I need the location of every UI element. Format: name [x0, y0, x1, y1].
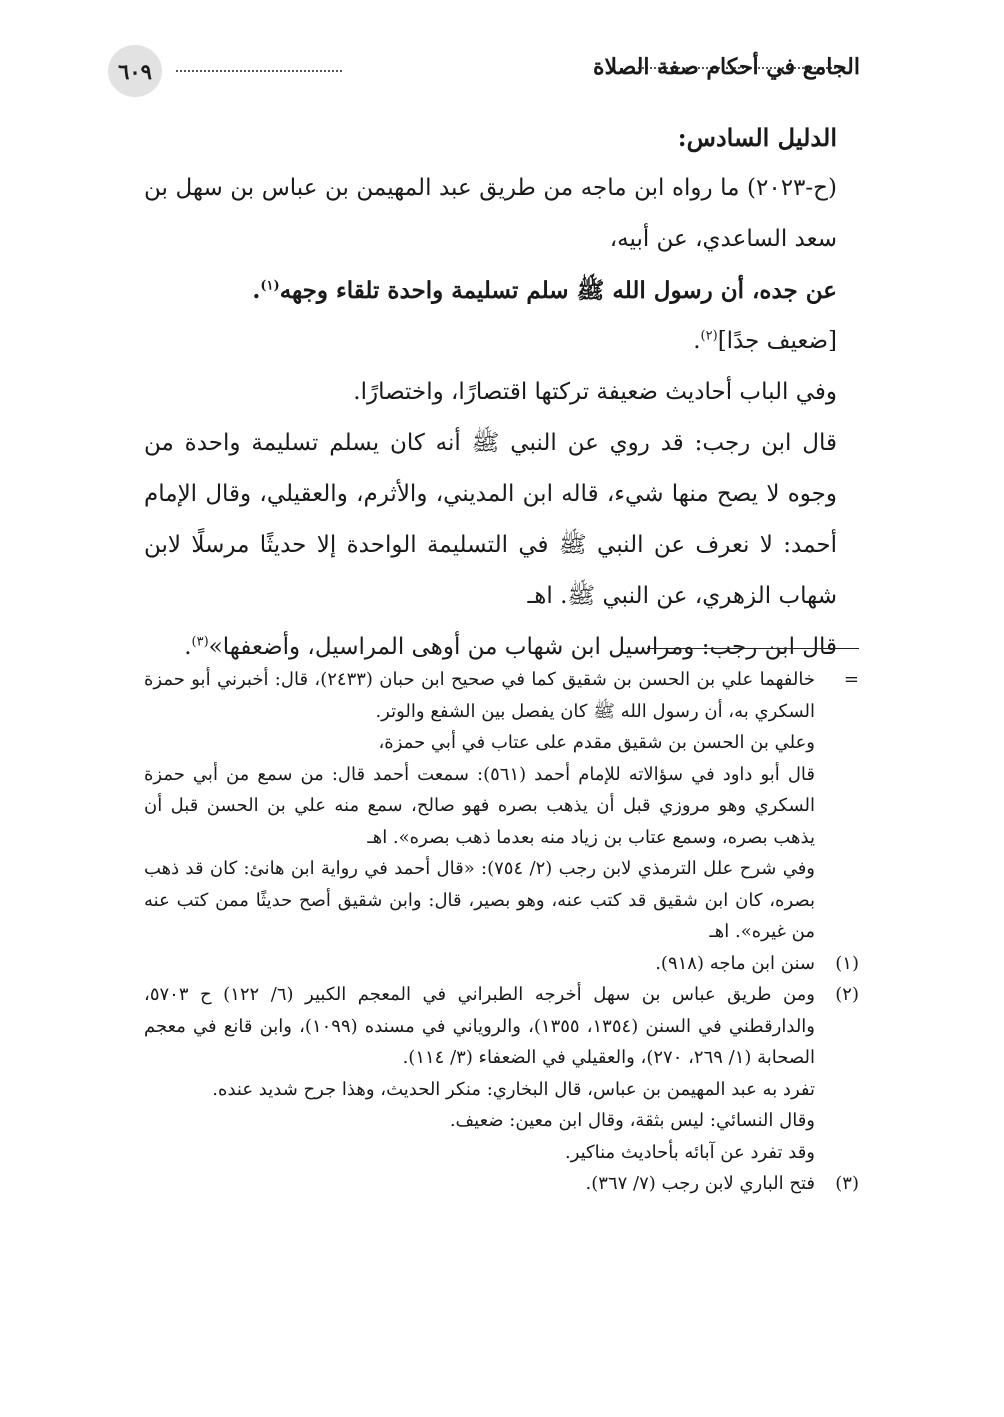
- hadith-chain: (ح-٢٠٢٣) ما رواه ابن ماجه من طريق عبد المهيمن بن عباس بن سهل بن سعد الساعدي، عن أبيه،: [144, 175, 837, 252]
- footnote-body: [144, 1168, 815, 1200]
- footnote-line: وقد تفرد عن آبائه بأحاديث مناكير.: [564, 1141, 815, 1163]
- footnote-line: تفرد به عبد المهيمن بن عباس، قال البخاري: منكر الحديث، وهذا جرح شديد عنده.: [212, 1078, 815, 1100]
- footnote-line: وعلي بن الحسن بن شقيق مقدم على عتاب في أبي حمزة،: [378, 732, 815, 753]
- page-number: ٦٠٩: [108, 45, 162, 97]
- footnote-line: قال أبو داود في سؤالاته للإمام أحمد (٥٦١): سمعت أحمد قال: من سمع من أبي حمزة السكري وهو مروزي قبل أن يذهب بصره فهو صالح، سمع منه علي بن الحسن قبل أن يذهب بصره، وسمع عتاب بن زياد منه بعدما ذهب بصره». اهـ: [144, 763, 815, 848]
- footnote-marker: (٣): [835, 1173, 859, 1194]
- footnote-line: خالفهما علي بن الحسن بن شقيق كما في صحيح ابن حبان (٢٤٣٣)، قال: أخبرني أبو حمزة السكري به، أن رسول الله ﷺ كان يفصل بين الشفع والوتر.: [144, 669, 815, 722]
- footnote-1: [144, 948, 859, 980]
- grading-end: .: [693, 328, 701, 354]
- running-header-title: الجامع في أحكام صفة الصلاة: [592, 54, 860, 80]
- section-heading: الدليل السادس:: [677, 123, 837, 152]
- paragraph-other-hadiths: وفي الباب أحاديث ضعيفة تركتها اقتصارًا، واختصارًا.: [353, 379, 837, 405]
- footnote-marker: (١): [835, 952, 859, 974]
- footnote-ref-2[interactable]: (٢): [700, 328, 718, 344]
- hadith-text-end: .: [252, 277, 261, 304]
- header-rule-dotted-left: [176, 70, 342, 72]
- main-text: [144, 112, 859, 673]
- footnote-body: [144, 664, 815, 948]
- footnote-separator: [647, 648, 859, 649]
- footnote-body: [144, 948, 815, 980]
- footnote-ref-1[interactable]: (١): [260, 278, 280, 294]
- footnote-line: سنن ابن ماجه (٩١٨).: [655, 952, 815, 974]
- grading: [144, 316, 859, 367]
- footnote-marker: =: [843, 669, 859, 690]
- paragraph-ibn-rajab-quote: قال ابن رجب: قد روي عن النبي ﷺ أنه كان يسلم تسليمة واحدة من وجوه لا يصح منها شيء، قاله ابن المديني، والأثرم، والعقيلي، وقال الإمام أحمد: لا نعرف عن النبي ﷺ في التسليمة الواحدة إلا حديثًا مرسلًا لابن شهاب الزهري، عن النبي ﷺ. اهـ: [144, 430, 837, 609]
- grading-text: [ضعيف جدًا]: [717, 328, 837, 354]
- footnote-line: ومن طريق عباس بن سهل أخرجه الطبراني في المعجم الكبير (٦/ ١٢٢) ح ٥٧٠٣، والدارقطني في السنن (١٣٥٤، ١٣٥٥)، والروياني في مسنده (١٠٩٩)، وابن قانع في معجم الصحابة (١/ ٢٦٩، ٢٧٠)، والعقيلي في الضعفاء (٣/ ١١٤).: [144, 984, 815, 1068]
- footnote-2: [144, 979, 859, 1168]
- hadith-text-body: عن جده، أن رسول الله ﷺ سلم تسليمة واحدة تلقاء وجهه: [279, 277, 837, 304]
- running-header: [108, 44, 864, 104]
- conclusion-text: قال ابن رجب: ومراسيل ابن شهاب من أوهى المراسيل، وأضعفها»: [208, 634, 837, 660]
- footnote-line: وفي شرح علل الترمذي لابن رجب (٢/ ٧٥٤): «قال أحمد في رواية ابن هانئ: كان قد ذهب بصره، كان ابن شقيق قد كتب عنه، وهو بصير، قال: وابن شقيق أصح حديثًا ممن كتب عنه من غيره». اهـ: [144, 858, 815, 942]
- hadith-text: [144, 265, 859, 316]
- footnote-line: وقال النسائي: ليس بثقة، وقال ابن معين: ضعيف.: [449, 1110, 815, 1131]
- footnote-marker: (٢): [835, 984, 859, 1005]
- footnotes: [144, 664, 859, 1200]
- footnote-ref-3[interactable]: (٣): [191, 634, 209, 650]
- footnote-body: [144, 979, 815, 1168]
- footnote-line: فتح الباري لابن رجب (٧/ ٣٦٧).: [585, 1173, 815, 1194]
- footnote-continuation: [144, 664, 859, 948]
- footnote-3: [144, 1168, 859, 1200]
- conclusion-end: .: [184, 634, 192, 660]
